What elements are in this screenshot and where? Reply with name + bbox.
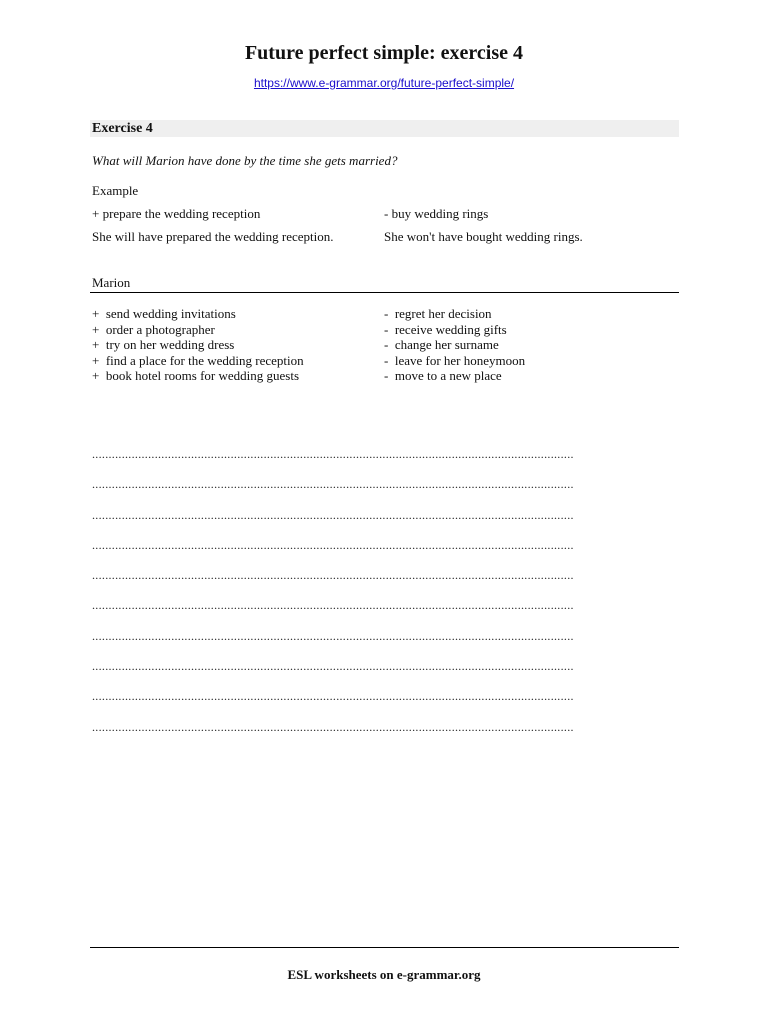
list-item: + try on her wedding dress (92, 337, 235, 353)
answer-line[interactable]: .................................................................................................................................................. (92, 628, 574, 643)
list-item: - change her surname (384, 337, 499, 353)
example-label: Example (92, 183, 139, 198)
answer-line[interactable]: .................................................................................................................................................. (92, 477, 574, 492)
answer-line[interactable]: .................................................................................................................................................. (92, 598, 574, 613)
list-item: - receive wedding gifts (384, 321, 507, 337)
example-negative-prompt: - buy wedding rings (384, 206, 489, 221)
footer-divider (90, 947, 679, 948)
section-divider (90, 292, 679, 293)
list-item: - leave for her honeymoon (384, 352, 526, 368)
exercise-question: What will Marion have done by the time she gets married? (92, 153, 398, 168)
page-title: Future perfect simple: exercise 4 (244, 42, 524, 64)
list-item: + send wedding invitations (92, 306, 236, 321)
minus-items-list (384, 306, 525, 384)
plus-items-list (92, 306, 304, 384)
example-positive-prompt: + prepare the wedding reception (92, 206, 261, 221)
answer-line[interactable]: .................................................................................................................................................. (92, 659, 574, 674)
answer-line[interactable]: .................................................................................................................................................. (92, 507, 574, 522)
answer-line[interactable]: .................................................................................................................................................. (92, 568, 574, 583)
answer-line[interactable]: .................................................................................................................................................. (92, 719, 574, 734)
exercise-header-bar (90, 120, 679, 137)
marion-label: Marion (92, 275, 131, 290)
answer-lines (92, 446, 652, 749)
example-positive-answer: She will have prepared the wedding reception. (92, 229, 334, 244)
footer-text: ESL worksheets on e-grammar.org (287, 967, 481, 982)
list-item: - regret her decision (384, 306, 492, 321)
list-item: + book hotel rooms for wedding guests (92, 368, 300, 384)
source-link[interactable]: https://www.e-grammar.org/future-perfect-simple/ (253, 76, 515, 90)
list-item: - move to a new place (384, 368, 502, 384)
list-item: + order a photographer (92, 321, 215, 337)
answer-line[interactable]: .................................................................................................................................................. (92, 537, 574, 552)
example-negative-answer: She won't have bought wedding rings. (384, 229, 583, 244)
answer-line[interactable]: .................................................................................................................................................. (92, 689, 574, 704)
answer-line[interactable]: .................................................................................................................................................. (92, 447, 574, 461)
list-item: + find a place for the wedding reception (92, 352, 304, 368)
exercise-heading: Exercise 4 (92, 121, 153, 136)
